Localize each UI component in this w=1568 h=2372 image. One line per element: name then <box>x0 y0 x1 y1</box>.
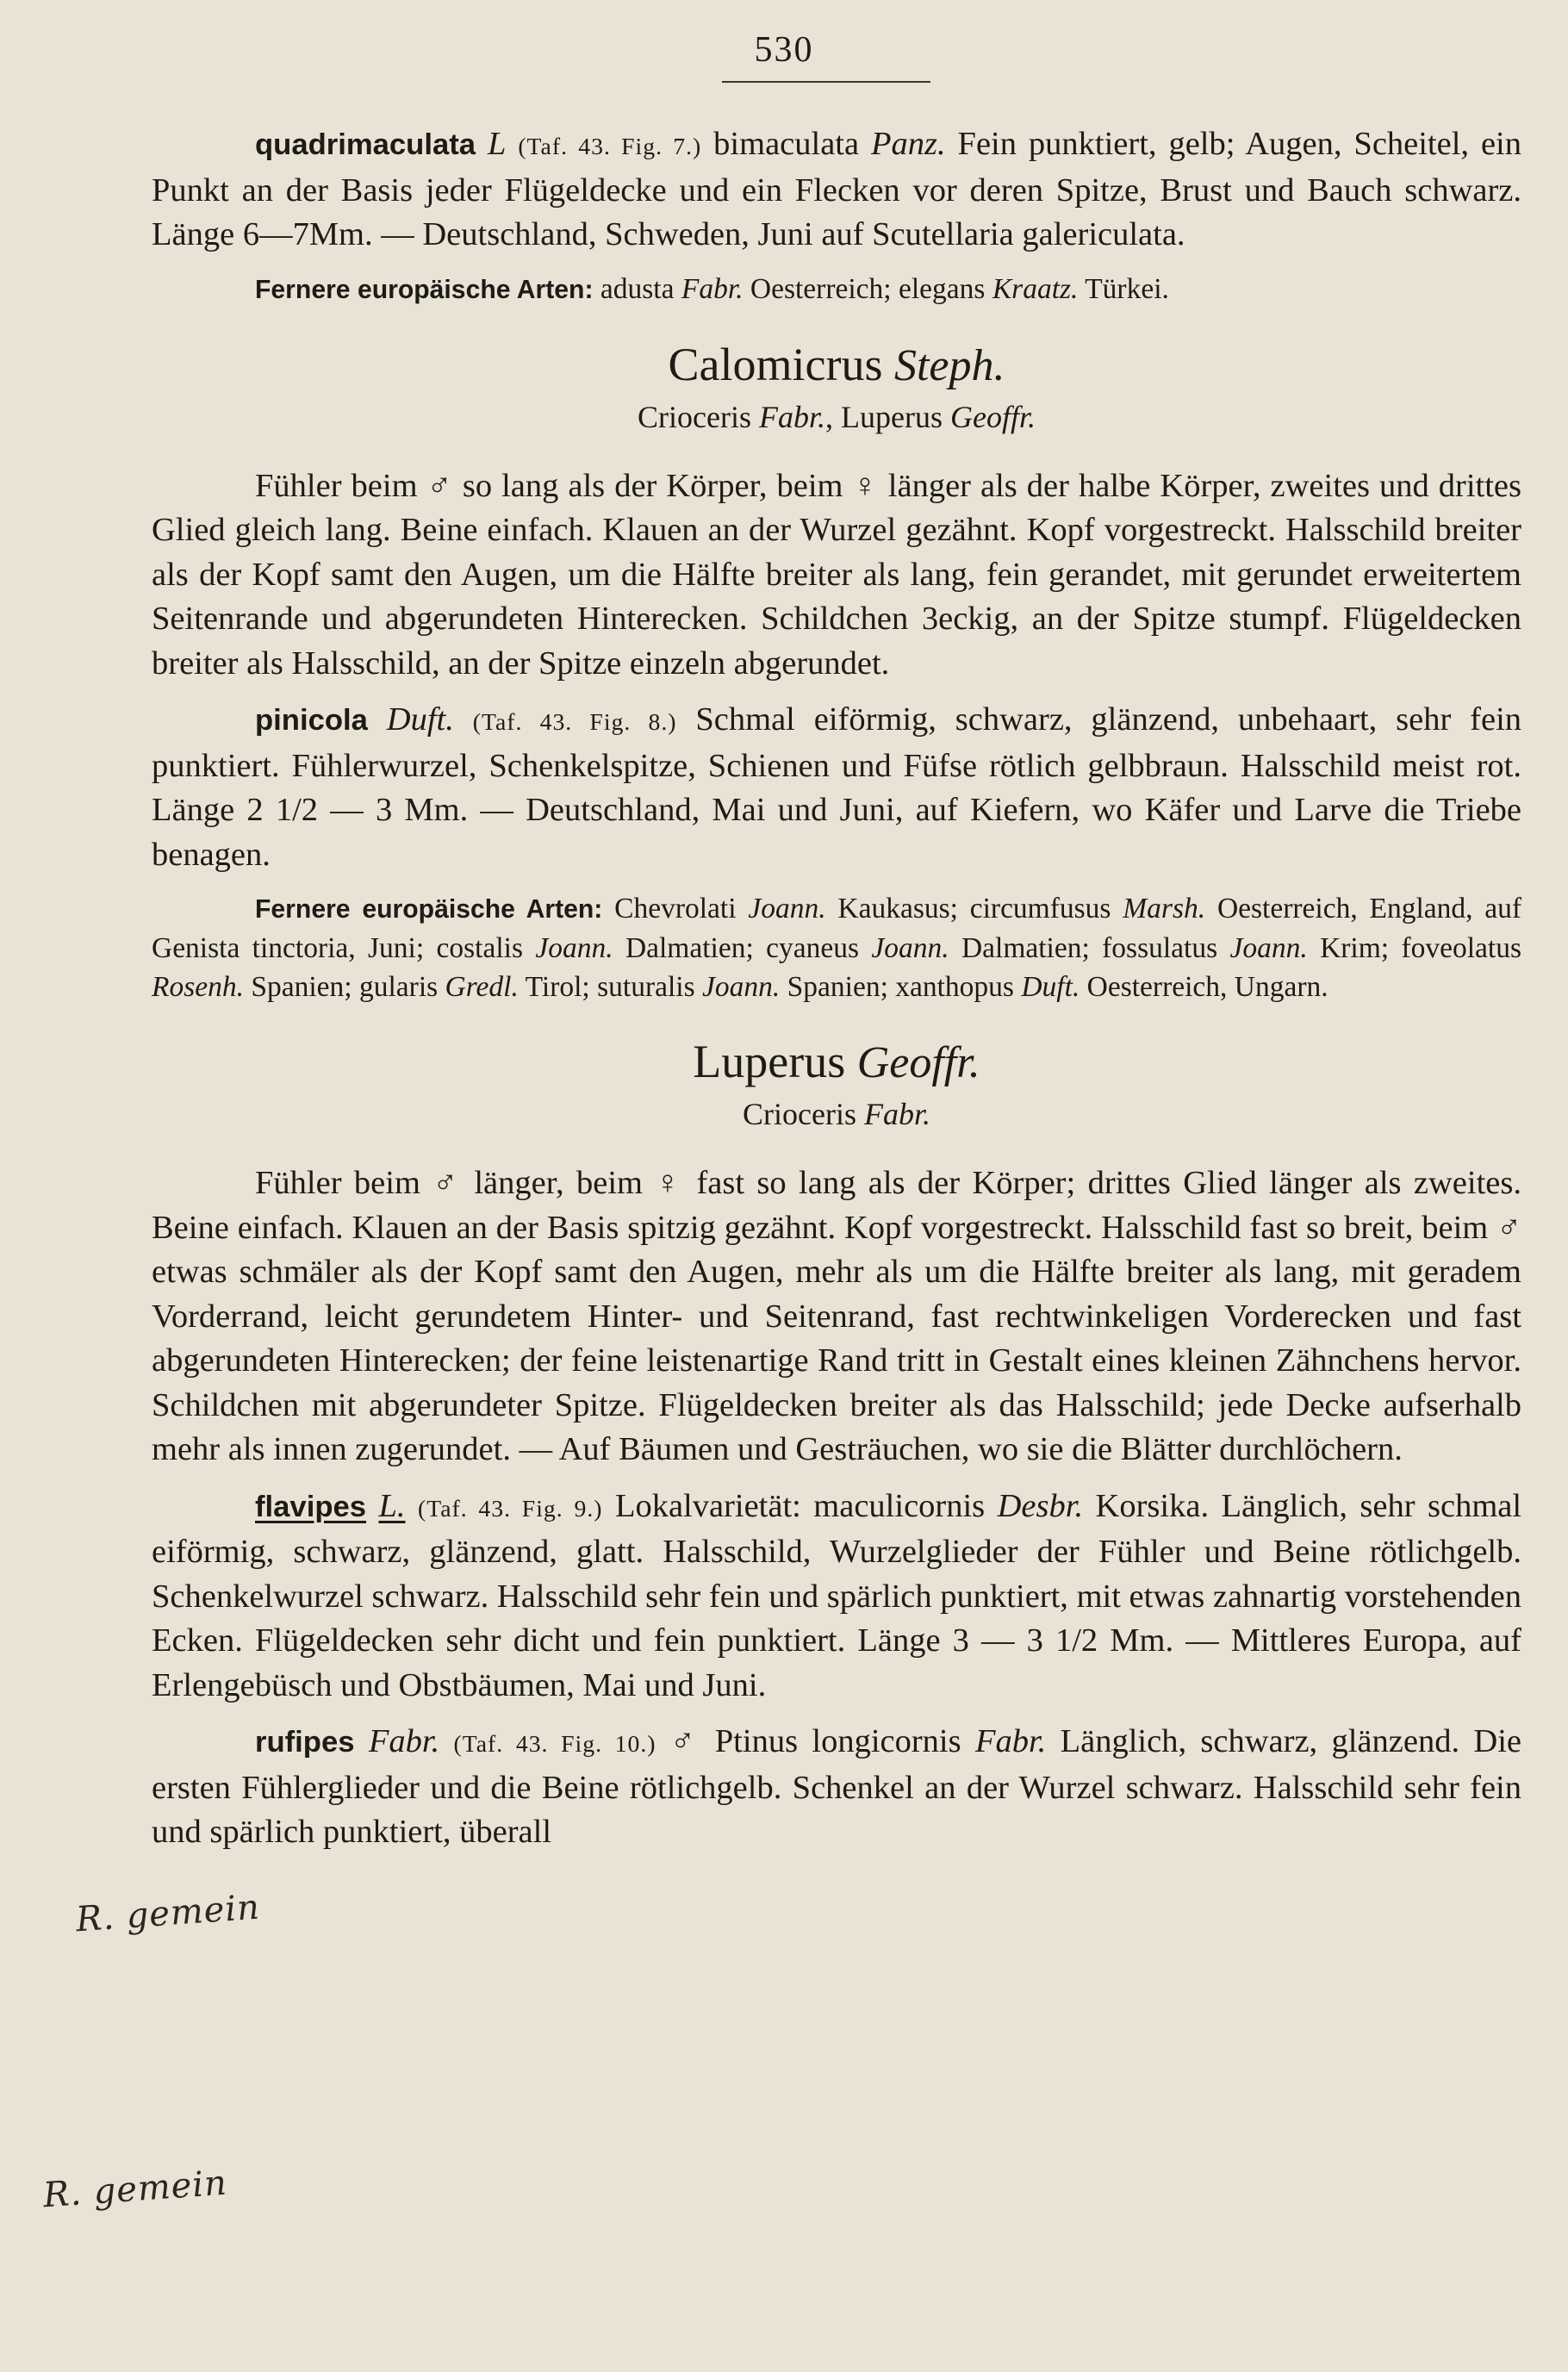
other-species-text: Oesterreich, England, auf Genista tinctoria, Juni; costalis <box>152 893 1522 964</box>
genus-author: Geoffr. <box>856 1038 980 1087</box>
plate-reference: (Taf. 43. Fig. 8.) <box>472 708 677 735</box>
variety-label: Lokalvarietät: maculicornis <box>614 1487 986 1524</box>
other-species-region: Türkei. <box>1085 272 1169 305</box>
genus-description: Fühler beim ♂ länger, beim ♀ fast so lang als der Körper; drittes Glied länger als zweites. Beine einfach. Klauen an der Basis spitzig gezähnt. Kopf vorgestreckt. Halsschild fast so breit, beim ♂ etwas schmäler als der Kopf samt den Augen, mehr als um die Hälfte breiter als lang, mit geradem Vorderrand, leicht gerundetem Hinter- und Seitenrand, fast rechtwinkeligen Vorderecken und fast abgerundeten Hinterecken; der feine leistenartige Rand tritt in Gestalt eines kleinen Zähnchens hervor. Schildchen mit abgerundeter Spitze. Flügeldecken breiter als das Halsschild; jede Decke aufserhalb mehr als innen zugerundet. — Auf Bäumen und Gesträuchen, wo sie die Blätter durchlöchern. <box>152 1165 1521 1467</box>
other-species-text: Kaukasus; circumfusus <box>837 893 1111 925</box>
species-name: quadrimaculata <box>255 128 476 161</box>
other-species-label: Fernere europäische Arten: <box>255 275 594 304</box>
other-species-text: Dalmatien; fossulatus <box>961 932 1218 964</box>
other-species-text: Oesterreich, Ungarn. <box>1086 971 1328 1003</box>
other-species-name: elegans <box>898 272 986 305</box>
genus-description: Fühler beim ♂ so lang als der Körper, beim ♀ länger als der halbe Körper, zweites und drittes Glied gleich lang. Beine einfach. Klauen an der Wurzel gezähnt. Kopf vorgestreckt. Halsschild breiter als der Kopf samt den Augen, um die Hälfte breiter als lang, fein gerandet, mit gerundet erweitertem Seitenrande und abgerundeten Hinterecken. Schildchen 3eckig, an der Spitze stumpf. Flügeldecken breiter als Halsschild, an der Spitze einzeln abgerundet. <box>152 467 1521 682</box>
entry-flavipes <box>152 1485 1521 1709</box>
other-species-author: Gredl. <box>445 971 519 1003</box>
synonym: Luperus <box>841 399 943 434</box>
genus-heading-calomicrus <box>152 337 1521 394</box>
other-species-1 <box>152 270 1521 309</box>
other-species-text: Krim; foveolatus <box>1320 932 1521 964</box>
entry-pinicola <box>152 698 1521 877</box>
genus-heading-luperus <box>152 1034 1521 1091</box>
species-description: Fein punktiert, gelb; Augen, Scheitel, ein Punkt an der Basis jeder Flügeldecke und ein Flecken vor deren Spitze, Brust und Bauch schwarz. Länge 6—7Mm. — Deutschland, Schweden, Juni auf Scutellaria galericulata. <box>152 126 1521 252</box>
species-name: flavipes <box>255 1490 367 1523</box>
species-author: Duft. <box>386 701 454 738</box>
synonym-author: Geoffr. <box>949 399 1036 434</box>
species-author: Fabr. <box>368 1723 440 1759</box>
entry-quadrimaculata <box>152 122 1521 258</box>
synonym-author: Fabr. <box>974 1723 1047 1759</box>
species-description: Schmal eiförmig, schwarz, glänzend, unbehaart, sehr fein punktiert. Fühlerwurzel, Schenkelspitze, Schienen und Füfse rötlich gelbbraun. Halsschild meist rot. Länge 2 1/2 — 3 Mm. — Deutschland, Mai und Juni, auf Kiefern, wo Käfer und Larve die Triebe benagen. <box>152 701 1522 873</box>
genus-synonyms: Crioceris Fabr., Luperus Geoffr. <box>638 399 1036 434</box>
other-species-text: Spanien; xanthopus <box>787 971 1014 1003</box>
other-species-author: Joann. <box>535 932 613 964</box>
other-species-region: Oesterreich; <box>750 272 892 305</box>
other-species-author: Joann. <box>748 893 826 925</box>
other-species-text: Spanien; gularis <box>251 971 439 1003</box>
page-content <box>152 122 1521 1855</box>
species-name: rufipes <box>255 1726 355 1759</box>
synonym: bimaculata <box>713 126 860 162</box>
other-species-author: Kraatz. <box>992 272 1079 305</box>
genus-synonyms <box>152 1093 1521 1136</box>
genus-name: Calomicrus <box>668 338 883 390</box>
other-species-label: Fernere europäische Arten: <box>255 895 603 924</box>
species-name: pinicola <box>255 704 368 737</box>
other-species-author: Joann. <box>702 971 781 1003</box>
other-species-author: Marsh. <box>1123 893 1206 925</box>
species-author: L <box>487 126 507 162</box>
handwritten-note-flavipes: R. gemein <box>74 1887 262 1940</box>
handwritten-note-rufipes: R. gemein <box>41 2163 229 2216</box>
synonym: Crioceris <box>638 399 751 434</box>
page-number-rule <box>722 81 930 83</box>
genus-name: Luperus <box>693 1036 846 1087</box>
plate-reference: (Taf. 43. Fig. 7.) <box>518 133 702 159</box>
variety-author: Desbr. <box>997 1487 1084 1524</box>
other-species-name: adusta <box>600 272 675 305</box>
synonym: Crioceris <box>743 1097 856 1131</box>
synonym-author: Fabr. <box>758 399 825 434</box>
page-number: 530 <box>754 30 814 70</box>
synonym-author: Panz. <box>870 126 946 162</box>
other-species-author: Joann. <box>871 932 949 964</box>
other-species-text: Dalmatien; cyaneus <box>625 932 860 964</box>
other-species-author: Rosenh. <box>152 971 244 1003</box>
entry-rufipes <box>152 1720 1521 1855</box>
plate-reference: (Taf. 43. Fig. 9.) <box>417 1494 603 1522</box>
synonym: ♂ Ptinus longicornis <box>669 1723 961 1759</box>
genus-author: Steph. <box>893 340 1005 390</box>
other-species-name: Chevrolati <box>614 893 737 925</box>
species-description: Länglich, schwarz, glänzend. Die ersten Fühlerglieder und die Beine rötlichgelb. Schenkel an der Wurzel schwarz. Halsschild sehr fein und spärlich punktiert, überall <box>152 1723 1521 1850</box>
plate-reference: (Taf. 43. Fig. 10.) <box>453 1730 656 1757</box>
other-species-author: Duft. <box>1021 971 1080 1003</box>
species-author: L. <box>378 1487 406 1524</box>
other-species-text: Tirol; suturalis <box>525 971 695 1003</box>
species-description: Korsika. Länglich, sehr schmal eiförmig, schwarz, glänzend, glatt. Halsschild, Wurzelglieder der Fühler und Beine rötlichgelb. Schenkelwurzel schwarz. Halsschild sehr fein und spärlich punktiert, mit etwas zahnartig vorstehenden Ecken. Flügeldecken sehr dicht und fein punktiert. Länge 3 — 3 1/2 Mm. — Mittleres Europa, auf Erlengebüsch und Obstbäumen, Mai und Juni. <box>152 1487 1522 1703</box>
synonym-author: Fabr. <box>863 1097 930 1131</box>
other-species-2 <box>152 889 1521 1006</box>
other-species-author: Fabr. <box>681 272 744 305</box>
other-species-author: Joann. <box>1229 932 1308 964</box>
